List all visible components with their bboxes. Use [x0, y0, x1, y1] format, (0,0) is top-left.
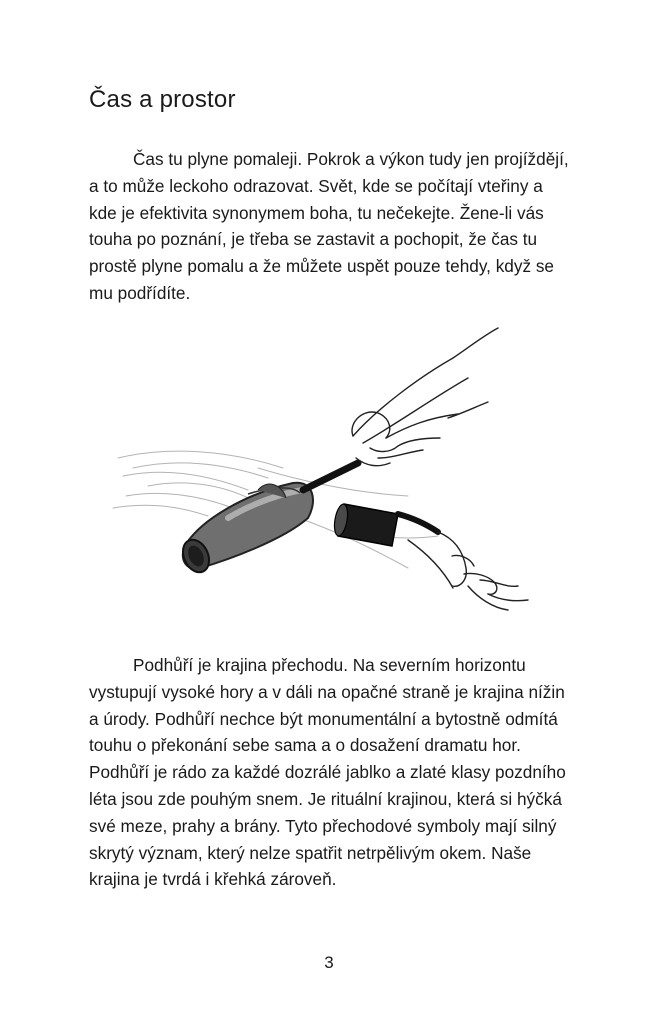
ink-drawing-hands-illustration: [108, 318, 538, 618]
cylinder-object-drawing: [332, 503, 438, 546]
paragraph-2: Podhůří je krajina přechodu. Na severním horizontu vystupují vysoké hory a v dáli na opačné straně je krajina nížin a úrody. Podhůří nechce být monumentální a bytostně odmítá touhu o překonání sebe sama a o dosažení dramatu hor. Podhůří je rádo za každé dozrálé jablko a zlaté klasy pozdního léta jsou zde pouhým snem. Je rituální krajinou, která si hýčká své meze, prahy a brány. Tyto přechodové symboly mají silný skrytý význam, který nelze spatřit netrpělivým okem. Naše krajina je tvrdá i křehká zároveň.: [89, 655, 566, 890]
upper-hand-drawing: [352, 328, 498, 466]
lower-hand-drawing: [408, 532, 528, 610]
chapter-heading: Čas a prostor: [89, 86, 236, 113]
page-number: 3: [324, 953, 334, 972]
paragraph-1: Čas tu plyne pomaleji. Pokrok a výkon tudy jen projíždějí, a to může leckoho odrazovat. Svět, kde se počítají vteřiny a kde je efektivita synonymem boha, tu nečekejte. Žene-li vás touha po poznání, je třeba se zastavit a pochopit, že čas tu prostě plyne pomalu a že můžete uspět pouze tehdy, když se mu podřídíte.: [89, 149, 569, 303]
